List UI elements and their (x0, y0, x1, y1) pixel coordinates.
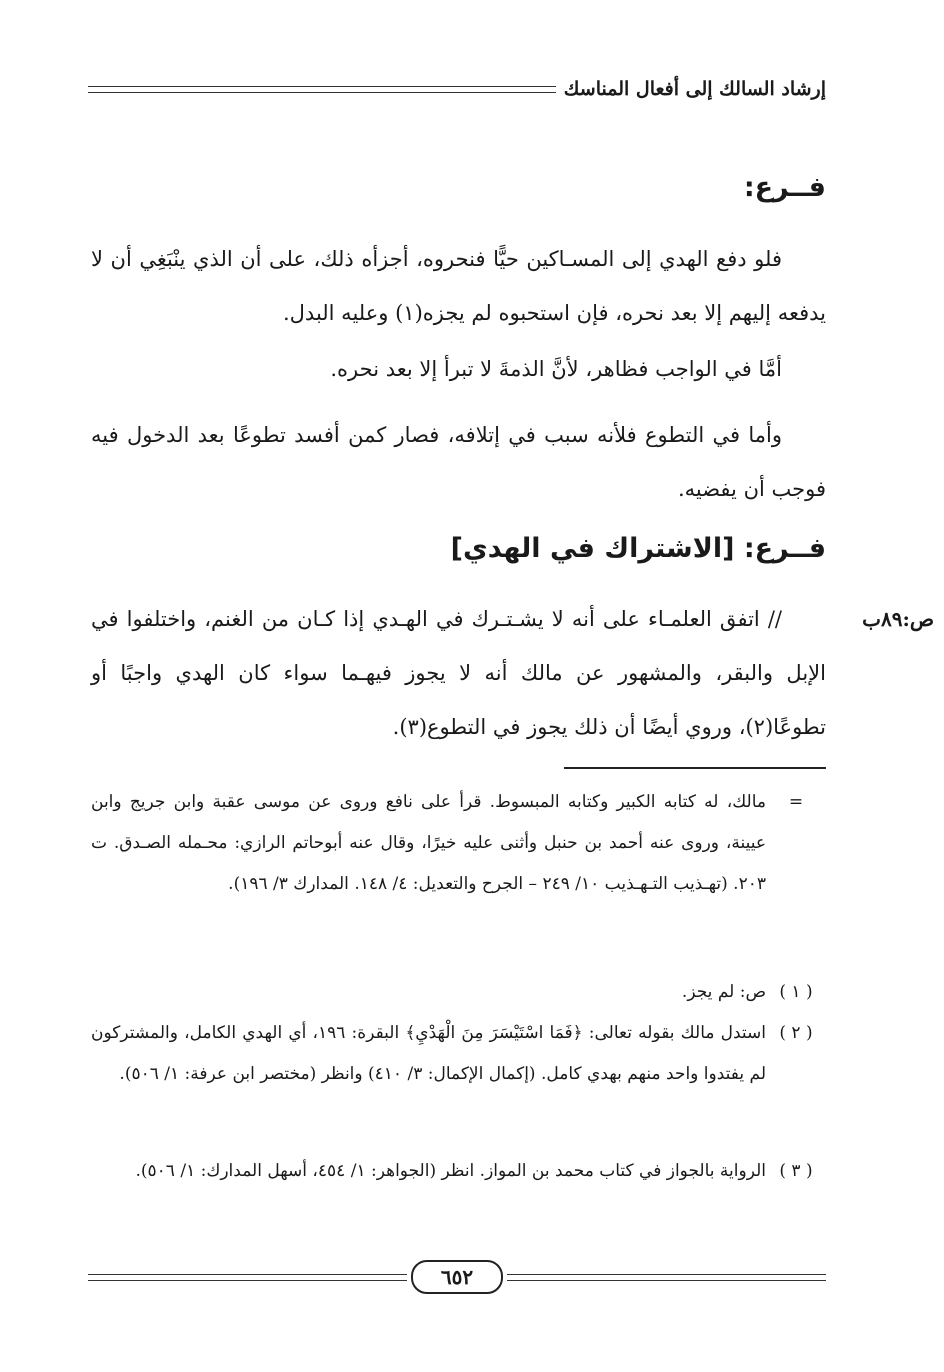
footer-rule-left (88, 1274, 407, 1281)
footnote (91, 972, 826, 1013)
footnote-text: استدل مالك بقوله تعالى: ﴿فَمَا اسْتَيْسَرَ مِنَ الْهَدْيِ﴾ البقرة: ١٩٦، أي الهدي الكامل، والمشتركون لم يفتدوا واحد منهم بهدي كامل. (إكمال الإكمال: ٣/ ٤١٠) وانظر (مختصر ابن عرفة: ١/ ٥٠٦). (91, 1023, 766, 1084)
section-2-body (91, 592, 826, 754)
header-double-rule (88, 86, 556, 93)
footnote (91, 782, 826, 905)
book-title: إرشاد السالك إلى أفعال المناسك (563, 78, 826, 100)
footnote (91, 1151, 826, 1192)
footnote (91, 1013, 826, 1095)
footnote-text: ص: لم يجز. (681, 982, 766, 1002)
running-header (88, 72, 826, 106)
section-heading: فــرع: [الاشتراك في الهدي] (450, 533, 826, 564)
footer-rule-right (507, 1274, 826, 1281)
paragraph: أمَّا في الواجب فظاهر، لأنَّ الذمةَ لا تبرأ إلا بعد نحره. (330, 357, 782, 381)
manuscript-folio-note: ص:٨٩ب (862, 607, 934, 631)
footnote-separator (564, 767, 826, 769)
page-footer (88, 1257, 826, 1297)
footnote-number: = (788, 792, 804, 812)
footnote-number: ( ١ ) (779, 982, 813, 1002)
footnote-number: ( ٣ ) (779, 1161, 813, 1181)
paragraph: فلو دفع الهدي إلى المسـاكين حيًّا فنحروه، أجزأه ذلك، على أن الذي ينْبَغِي أن لا يدفعه إليهم إلا بعد نحره، فإن استحبوه لم يجزه(١) وعليه البدل. (91, 247, 826, 325)
section-heading: فــرع: (743, 172, 826, 203)
section-1-body-3 (91, 408, 826, 516)
paragraph: وأما في التطوع فلأنه سبب في إتلافه، فصار كمن أفسد تطوعًا بعد الدخول فيه فوجب أن يفضيه. (91, 423, 826, 501)
footnote-number: ( ٢ ) (779, 1023, 813, 1043)
section-1-body-2 (91, 342, 826, 396)
footnote-text: مالك، له كتابه الكبير وكتابه المبسوط. قرأ على نافع وروى عن موسى عقبة وابن جريج وابن عيينة، وروى عنه أحمد بن حنبل وأثنى عليه خيرًا، وقال عنه أبوحاتم الرازي: محـمله الصـدق. ت ٢٠٣. (تهـذيب التـهـذيب ١٠/ ٢٤٩ – الجرح والتعديل: ٤/ ١٤٨. المدارك ٣/ ١٩٦). (91, 792, 766, 894)
footnote-text: الرواية بالجواز في كتاب محمد بن المواز. انظر (الجواهر: ١/ ٤٥٤، أسهل المدارك: ١/ ٥٠٦). (135, 1161, 766, 1181)
paragraph: // اتفق العلمـاء على أنه لا يشـتـرك في الهـدي إذا كـان من الغنم، واختلفوا في الإبل والبقر، والمشهور عن مالك أنه لا يجوز فيهـما سواء كان الهدي واجبًا أو تطوعًا(٢)، وروي أيضًا أن ذلك يجوز في التطوع(٣). (91, 607, 826, 739)
page-number: ٦٥٢ (411, 1260, 503, 1294)
section-1-body (91, 232, 826, 340)
